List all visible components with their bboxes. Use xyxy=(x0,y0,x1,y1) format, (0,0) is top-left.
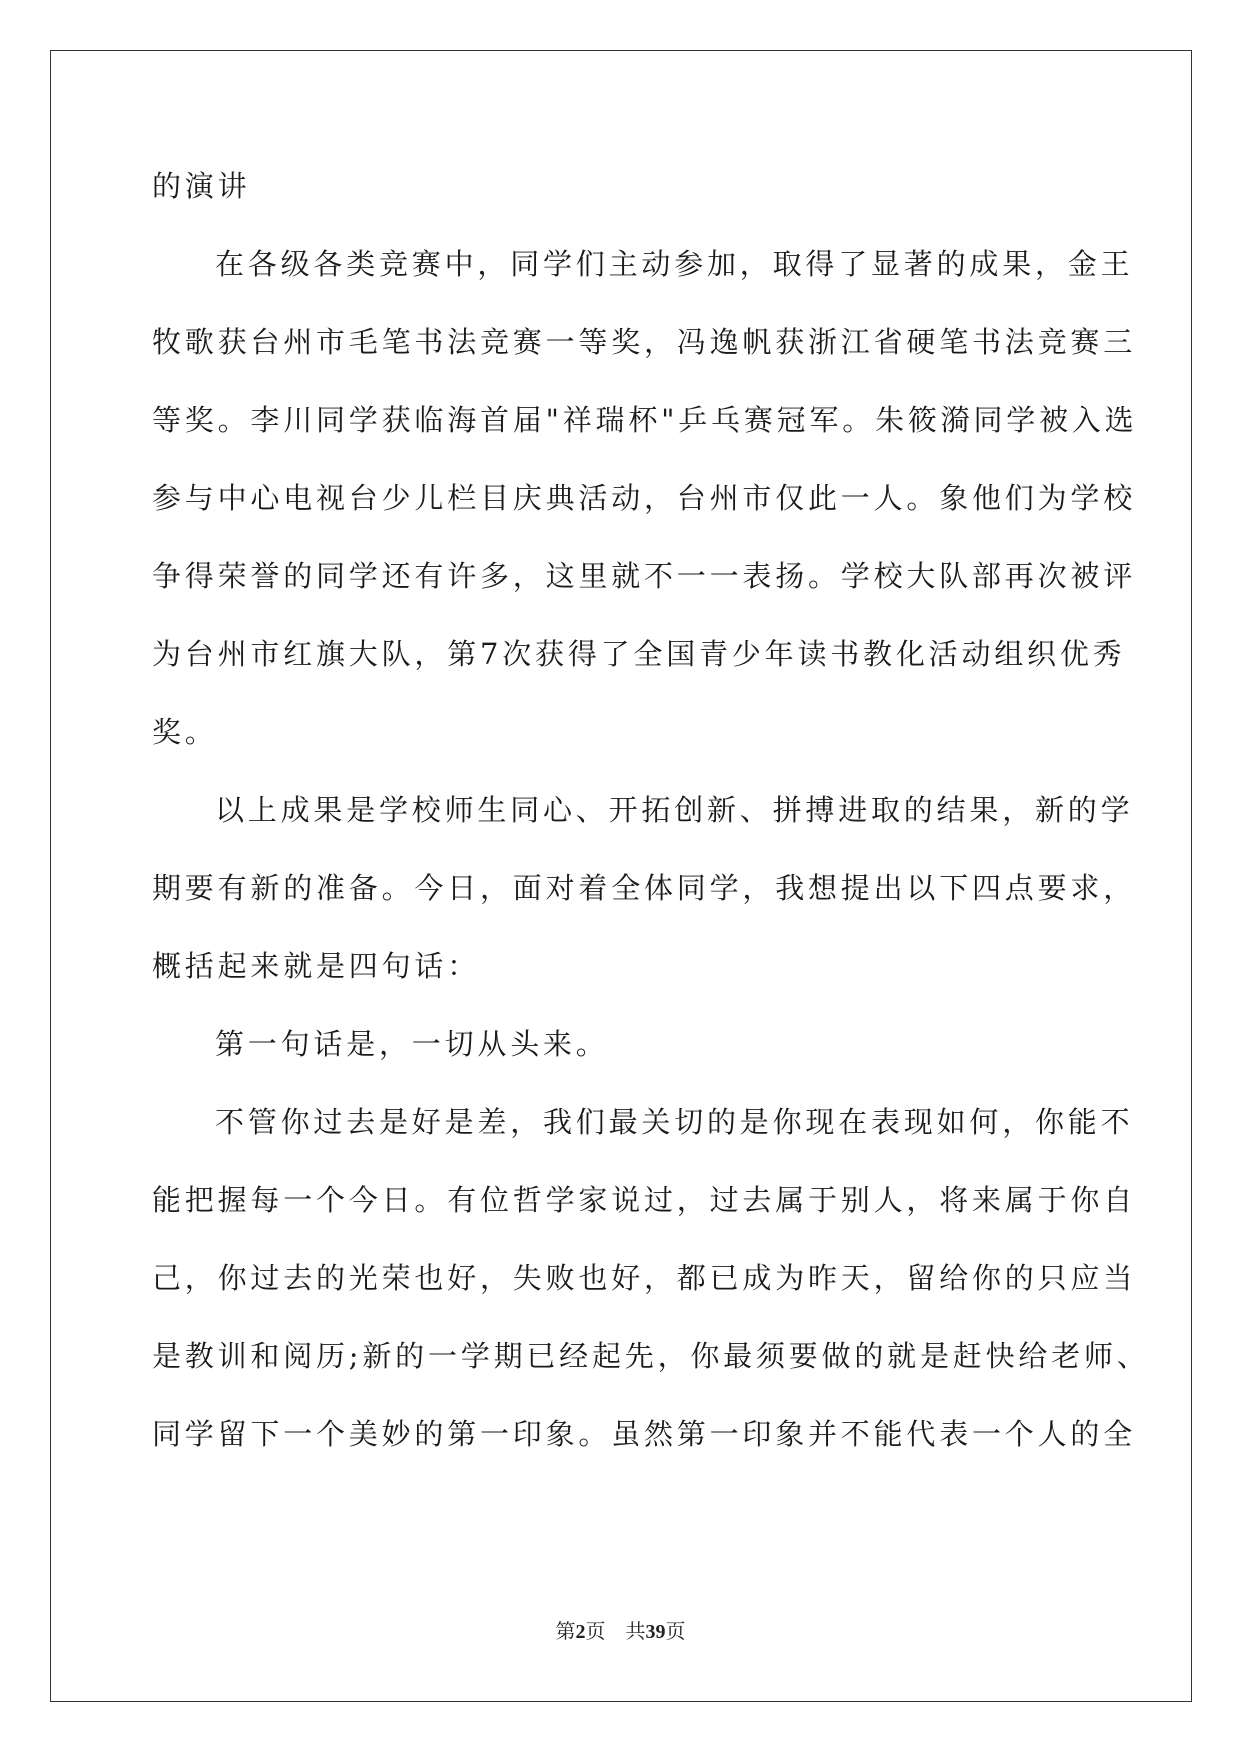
paragraph-start-line: 以上成果是学校师生同心、开拓创新、拼搏进取的结果，新的学 xyxy=(215,793,1134,827)
text-line: 概括起来就是四句话： xyxy=(152,949,481,983)
text-line: 牧歌获台州市毛笔书法竞赛一等奖，冯逸帆获浙江省硬笔书法竞赛三 xyxy=(152,325,1137,359)
page-number: 2 xyxy=(575,1621,586,1643)
text-line: 是教训和阅历;新的一学期已经起先，你最须要做的就是赶快给老师、 xyxy=(152,1339,1150,1373)
total-suffix: 页 xyxy=(665,1621,686,1643)
text-line: 等奖。李川同学获临海首届"祥瑞杯"乒乓赛冠军。朱筱漪同学被入选 xyxy=(152,403,1138,437)
page-suffix: 页 xyxy=(585,1621,606,1643)
page-prefix: 第 xyxy=(555,1621,576,1643)
text-line: 期要有新的准备。今日，面对着全体同学，我想提出以下四点要求， xyxy=(152,871,1137,905)
text-line: 同学留下一个美妙的第一印象。虽然第一印象并不能代表一个人的全 xyxy=(152,1417,1137,1451)
total-pages: 39 xyxy=(645,1621,666,1643)
paragraph-start-line: 在各级各类竞赛中，同学们主动参加，取得了显著的成果，金王 xyxy=(215,247,1134,281)
paragraph-start-line: 不管你过去是好是差，我们最关切的是你现在表现如何，你能不 xyxy=(215,1105,1134,1139)
text-line: 己，你过去的光荣也好，失败也好，都已成为昨天，留给你的只应当 xyxy=(152,1261,1137,1295)
page-footer xyxy=(0,1620,1241,1644)
text-line: 的演讲 xyxy=(152,169,251,203)
text-line: 奖。 xyxy=(152,715,218,749)
text-line: 争得荣誉的同学还有许多，这里就不一一表扬。学校大队部再次被评 xyxy=(152,559,1137,593)
total-prefix: 共 xyxy=(625,1621,646,1643)
text-line: 为台州市红旗大队，第7次获得了全国青少年读书教化活动组织优秀 xyxy=(152,637,1126,671)
text-line: 能把握每一个今日。有位哲学家说过，过去属于别人，将来属于你自 xyxy=(152,1183,1137,1217)
paragraph-start-line: 第一句话是，一切从头来。 xyxy=(215,1027,609,1061)
text-line: 参与中心电视台少儿栏目庆典活动，台州市仅此一人。象他们为学校 xyxy=(152,481,1137,515)
